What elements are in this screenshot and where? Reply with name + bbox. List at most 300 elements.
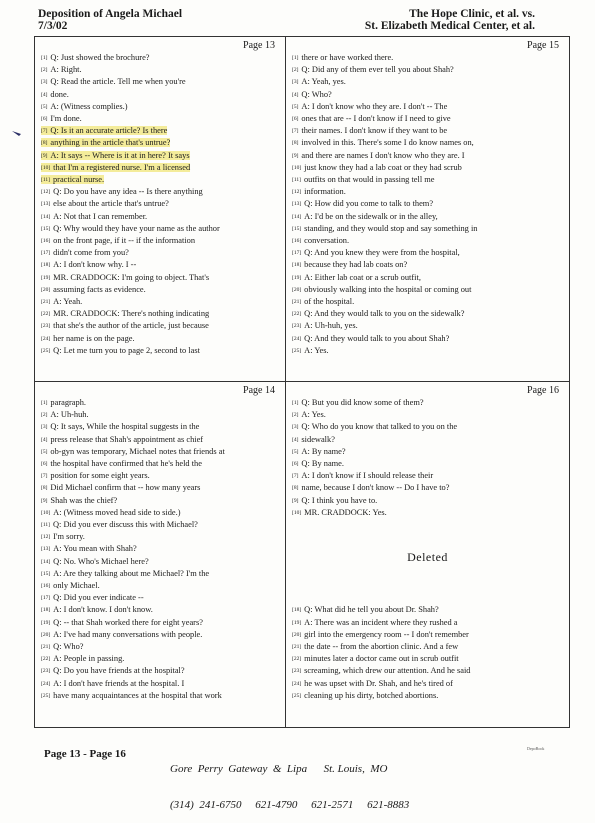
line-text: Q: Who? — [301, 89, 332, 99]
line-number: [11] — [41, 522, 50, 529]
line-text: Q: Do you have friends at the hospital? — [53, 666, 185, 676]
transcript-line — [292, 76, 566, 88]
transcript-line — [292, 446, 566, 458]
transcript-line — [41, 150, 282, 162]
line-text: paragraph. — [50, 398, 86, 407]
transcript-line — [41, 113, 282, 125]
transcript-line — [41, 397, 282, 409]
line-text: because they had lab coats on? — [304, 260, 408, 270]
line-number: [17] — [292, 250, 302, 257]
line-text: ones that are -- I don't know if I need to give — [301, 114, 451, 124]
transcript-line — [292, 125, 566, 137]
line-number: [22] — [41, 656, 51, 663]
transcript-line — [41, 296, 282, 308]
transcript-line-content — [41, 496, 117, 505]
transcript-line — [41, 76, 282, 88]
transcript-line — [292, 641, 566, 653]
transcript-line — [41, 333, 282, 345]
transcript-line — [292, 519, 566, 531]
line-text: A: (Witness complies.) — [50, 101, 128, 111]
transcript-line-content — [292, 212, 438, 221]
line-text: press release that Shah's appointment as chief — [50, 434, 204, 444]
line-text: A: Not that I can remember. — [53, 211, 148, 221]
line-number: [2] — [292, 67, 299, 74]
line-number: [13] — [292, 201, 302, 208]
line-number: [9] — [292, 497, 299, 504]
transcript-line — [292, 421, 566, 433]
line-number: [7] — [292, 128, 299, 135]
line-text: A: Uh-huh, yes. — [304, 321, 358, 331]
line-number: [8] — [292, 485, 299, 492]
transcript-line — [292, 470, 566, 482]
transcript-line-content — [292, 532, 295, 541]
line-number: [25] — [41, 347, 51, 354]
transcript-line — [41, 678, 282, 690]
line-text: girl into the emergency room -- I don't remember — [304, 629, 469, 639]
transcript-line-content — [41, 260, 136, 269]
transcript-line — [292, 296, 566, 308]
line-number: [3] — [41, 424, 48, 431]
transcript-line-content — [292, 77, 346, 86]
transcript-line — [41, 446, 282, 458]
transcript-line — [41, 482, 282, 494]
line-text: A: Either lab coat or a scrub outfit, — [304, 272, 421, 282]
transcript-line-content — [41, 334, 135, 343]
line-number: [14] — [41, 558, 51, 565]
transcript-line — [41, 64, 282, 76]
line-text: name, because I don't know -- Do I have to? — [301, 483, 450, 493]
line-number: [15] — [41, 225, 51, 232]
line-number: [10] — [292, 164, 302, 171]
line-number: [13] — [41, 201, 51, 208]
line-number: [11] — [292, 177, 301, 184]
line-text: of the hospital. — [304, 297, 355, 307]
transcript-line — [292, 397, 566, 409]
transcript-line — [41, 604, 282, 616]
line-number: [14] — [41, 213, 51, 220]
line-number: [4] — [292, 91, 299, 98]
transcript-line — [292, 150, 566, 162]
transcript-line-content — [292, 321, 358, 330]
line-number: [23] — [41, 668, 51, 675]
line-text: Q: Do you have any idea -- Is there anything — [53, 187, 203, 197]
line-text: assuming facts as evidence. — [53, 284, 146, 294]
line-text: A: Uh-huh. — [50, 410, 89, 420]
line-number: [16] — [292, 238, 302, 245]
transcript-line-content — [41, 422, 199, 431]
transcript-line — [292, 653, 566, 665]
line-number: [20] — [292, 631, 302, 638]
line-number: [4] — [292, 436, 299, 443]
line-number: [14] — [292, 213, 302, 220]
transcript-line — [41, 345, 282, 357]
transcript-line-content — [292, 346, 329, 355]
line-text: else about the article that's untrue? — [53, 199, 169, 209]
transcript-line-content — [292, 593, 295, 602]
page-range: Page 13 - Page 16 — [44, 748, 126, 760]
line-text: Q: -- that Shah worked there for eight years? — [53, 617, 203, 627]
transcript-line-content — [41, 459, 202, 468]
line-text: screaming, which drew our attention. And he said — [304, 666, 471, 676]
transcript-line — [292, 568, 566, 580]
line-text: standing, and they would stop and say something in — [304, 223, 478, 233]
line-text: and there are names I don't know who they are. I — [301, 150, 465, 160]
transcript-lines — [292, 52, 566, 357]
line-text: their names. I don't know if they want to be — [301, 126, 448, 136]
transcript-line — [41, 665, 282, 677]
transcript-line — [41, 272, 282, 284]
line-text: only Michael. — [53, 581, 100, 591]
case-caption-line-1: The Hope Clinic, et al. vs. — [409, 8, 535, 20]
transcript-line-content — [41, 163, 190, 172]
transcript-line-content — [41, 273, 209, 282]
line-number: [17] — [41, 595, 51, 602]
line-text: Q: It says, While the hospital suggests in the — [50, 422, 200, 432]
line-number: [2] — [41, 67, 48, 74]
transcript-line-content — [292, 65, 454, 74]
transcript-line-content — [292, 691, 438, 700]
line-text: Q: Read the article. Tell me when you're — [50, 77, 186, 87]
line-text: the hospital have confirmed that he's held the — [50, 459, 202, 469]
transcript-line-content — [41, 630, 202, 639]
line-text: Did Michael confirm that -- how many years — [50, 483, 201, 493]
line-number: [19] — [41, 619, 51, 626]
line-number: [18] — [41, 607, 51, 614]
line-text: A: I don't know if I should release their — [301, 471, 434, 481]
line-number: [25] — [292, 347, 302, 354]
transcript-line — [292, 198, 566, 210]
transcript-line — [41, 641, 282, 653]
transcript-line — [41, 211, 282, 223]
transcript-line — [41, 101, 282, 113]
line-text: A: There was an incident where they rushed a — [304, 617, 458, 627]
line-number: [22] — [292, 311, 302, 318]
transcript-line-content — [41, 593, 144, 602]
line-text: A: Yes. — [301, 410, 326, 420]
transcript-line — [292, 333, 566, 345]
transcript-line-content — [292, 102, 447, 111]
line-text: ob-gyn was temporary, Michael notes that friends at — [50, 446, 225, 456]
transcript-line — [292, 259, 566, 271]
reporter-phones: (314) 241-6750 621-4790 621-2571 621-8883 — [170, 799, 410, 811]
line-text: A: You mean with Shah? — [53, 544, 137, 554]
line-number: [1] — [41, 400, 48, 406]
transcript-line-content — [41, 102, 128, 111]
line-text: A: I'd be on the sidewalk or in the alley, — [304, 211, 438, 221]
transcript-line — [292, 284, 566, 296]
page-number: Page 16 — [527, 385, 559, 396]
transcript-line — [292, 345, 566, 357]
transcript-line — [292, 101, 566, 113]
line-number: [1] — [41, 55, 48, 61]
transcript-line-content — [292, 334, 449, 343]
line-text: cleaning up his dirty, botched abortions. — [304, 690, 439, 700]
transcript-line — [41, 543, 282, 555]
transcript-line-content — [292, 520, 295, 529]
transcript-line — [41, 235, 282, 247]
line-number: [5] — [292, 103, 299, 110]
page-number: Page 13 — [243, 40, 275, 51]
transcript-line — [292, 482, 566, 494]
line-number: [9] — [41, 497, 48, 504]
transcript-line-content — [41, 346, 200, 355]
line-number: [18] — [41, 262, 51, 269]
line-text: I'm sorry. — [53, 532, 85, 542]
line-text: Q: Is it an accurate article? Is there — [50, 126, 168, 136]
line-text: Q: Who do you know that talked to you on the — [301, 422, 458, 432]
transcript-line — [41, 434, 282, 446]
transcript-line — [292, 162, 566, 174]
transcript-line-content — [41, 309, 209, 318]
line-number: [15] — [292, 225, 302, 232]
transcript-line-content — [292, 642, 458, 651]
transcript-line-content — [41, 435, 203, 444]
deposition-title: Deposition of Angela Michael — [38, 8, 183, 20]
line-text: A: (Witness moved head side to side.) — [53, 507, 181, 517]
transcript-line — [41, 125, 282, 137]
transcript-line — [292, 678, 566, 690]
line-number: [3] — [292, 424, 299, 431]
transcript-line-content — [41, 114, 82, 123]
transcript-line — [41, 247, 282, 259]
transcript-line-content — [292, 410, 326, 419]
line-number: [24] — [292, 335, 302, 342]
line-text: that she's the author of the article, just because — [53, 321, 209, 331]
transcript-line — [41, 186, 282, 198]
transcript-line-content — [292, 273, 421, 282]
transcript-lines — [41, 52, 282, 357]
line-text: Q: And they would talk to you about Shah? — [304, 333, 450, 343]
transcript-line — [292, 52, 566, 64]
line-text: Q: By name. — [301, 459, 344, 469]
line-text: didn't come from you? — [53, 248, 129, 258]
transcript-line — [41, 409, 282, 421]
transcript-line — [41, 690, 282, 702]
depobook-stamp: DepoBook — [527, 746, 545, 751]
line-text: practical nurse. — [52, 175, 105, 185]
line-text: A: I don't have friends at the hospital. I — [53, 678, 185, 688]
transcript-line-content — [292, 187, 346, 196]
transcript-line — [292, 434, 566, 446]
line-text: information. — [304, 187, 346, 197]
transcript-line — [292, 531, 566, 543]
line-number: [10] — [292, 509, 302, 516]
transcript-line-content — [41, 224, 220, 233]
transcript-line-content — [292, 90, 332, 99]
transcript-line — [292, 137, 566, 149]
line-text: A: By name? — [301, 446, 346, 456]
reporter-firm: Gore Perry Gateway & Lipa St. Louis, MO — [170, 763, 388, 775]
transcript-line-content — [41, 544, 137, 553]
transcript-line-content — [41, 410, 89, 419]
transcript-line-content — [41, 175, 104, 184]
line-number: [11] — [41, 177, 50, 184]
transcript-line — [292, 247, 566, 259]
line-text: MR. CRADDOCK: There's nothing indicating — [53, 309, 210, 319]
line-text: sidewalk? — [301, 434, 335, 444]
line-number: [6] — [292, 461, 299, 468]
line-text: Q: Just showed the brochure? — [50, 53, 150, 62]
line-number: [21] — [292, 299, 302, 306]
line-text: that I'm a registered nurse. I'm a licensed — [53, 162, 191, 172]
line-text: A: Are they talking about me Michael? I'm the — [53, 568, 210, 578]
line-number: [19] — [292, 619, 302, 626]
line-text: the date -- from the abortion clinic. And a few — [304, 642, 459, 652]
transcript-line-content — [41, 642, 84, 651]
line-text: A: Right. — [50, 65, 82, 75]
line-text: A: I don't know who they are. I don't -- The — [301, 101, 448, 111]
line-text: A: I don't know. I don't know. — [53, 605, 153, 615]
line-number: [19] — [41, 274, 51, 281]
transcript-line-content — [292, 679, 453, 688]
transcript-line-content — [41, 199, 169, 208]
line-text: Q: Did you ever discuss this with Michael? — [52, 520, 198, 530]
line-number: [7] — [41, 128, 48, 135]
transcript-line — [41, 458, 282, 470]
line-number: [12] — [41, 534, 51, 541]
transcript-line — [292, 64, 566, 76]
deleted-notice: Deleted — [407, 550, 448, 564]
line-number: [22] — [41, 311, 51, 318]
transcript-line-content — [41, 471, 150, 480]
transcript-line-content — [41, 248, 129, 257]
transcript-line-content — [41, 187, 203, 196]
transcript-line — [292, 223, 566, 235]
transcript-line-content — [292, 224, 477, 233]
transcript-line — [41, 162, 282, 174]
transcript-line — [41, 531, 282, 543]
transcript-line-content — [41, 605, 153, 614]
transcript-line-content — [41, 691, 222, 700]
transcript-line-content — [41, 285, 146, 294]
transcript-line-content — [292, 151, 465, 160]
transcript-line — [41, 259, 282, 271]
case-caption-line-2: St. Elizabeth Medical Center, et al. — [364, 20, 535, 32]
transcript-line-content — [292, 138, 474, 147]
transcript-line — [292, 665, 566, 677]
transcript-line-content — [292, 618, 458, 627]
line-text: I'm done. — [50, 114, 82, 124]
transcript-line-content — [292, 508, 387, 517]
transcript-line — [292, 592, 566, 604]
line-text: on the front page, if it -- if the information — [53, 236, 196, 246]
line-number: [6] — [41, 116, 48, 123]
line-text: there or have worked there. — [301, 53, 394, 62]
margin-arrow-icon — [12, 130, 24, 136]
line-number: [3] — [41, 79, 48, 86]
transcript-line — [292, 272, 566, 284]
transcript-line — [41, 223, 282, 235]
line-number: [22] — [292, 656, 302, 663]
line-text: Q: Who? — [53, 642, 84, 652]
transcript-line — [41, 592, 282, 604]
transcript-line-content — [41, 679, 184, 688]
transcript-line — [292, 617, 566, 629]
line-number: [18] — [292, 262, 302, 269]
line-number: [12] — [292, 189, 302, 196]
transcript-line — [292, 507, 566, 519]
transcript-line-content — [41, 321, 209, 330]
transcript-line — [292, 211, 566, 223]
transcript-line-content — [292, 422, 457, 431]
transcript-line — [41, 89, 282, 101]
line-number: [7] — [41, 473, 48, 480]
transcript-line — [41, 470, 282, 482]
line-number: [21] — [292, 644, 302, 651]
transcript-line — [292, 409, 566, 421]
line-number: [6] — [292, 116, 299, 123]
line-text: MR. CRADDOCK: I'm going to object. That's — [53, 272, 210, 282]
line-number: [9] — [41, 152, 48, 159]
transcript-line-content — [41, 138, 170, 147]
transcript-line-content — [292, 297, 354, 306]
transcript-line — [41, 320, 282, 332]
transcript-line — [292, 629, 566, 641]
transcript-line — [41, 137, 282, 149]
line-number: [24] — [292, 680, 302, 687]
line-number: [7] — [292, 473, 299, 480]
transcript-line-content — [41, 581, 100, 590]
transcript-line-content — [41, 126, 167, 135]
line-text: outfits on that would in passing tell me — [303, 175, 435, 185]
line-text: anything in the article that's untrue? — [50, 138, 171, 148]
line-number: [15] — [41, 570, 51, 577]
line-text: A: It says -- Where is it at in here? It says — [50, 150, 190, 160]
line-number: [20] — [292, 286, 302, 293]
line-number: [5] — [292, 448, 299, 455]
transcript-line-content — [292, 630, 469, 639]
transcript-line-content — [41, 297, 82, 306]
line-number: [8] — [41, 485, 48, 492]
transcript-line-content — [292, 236, 349, 245]
transcript-line-content — [41, 569, 209, 578]
transcript-page-13 — [35, 37, 285, 381]
line-number: [20] — [41, 286, 51, 293]
transcript-line-content — [292, 666, 470, 675]
transcript-line-content — [292, 126, 447, 135]
transcript-line — [41, 568, 282, 580]
transcript-line — [41, 198, 282, 210]
line-number: [13] — [41, 546, 51, 553]
line-number: [16] — [41, 238, 51, 245]
transcript-line — [41, 617, 282, 629]
transcript-line — [292, 604, 566, 616]
transcript-line — [41, 519, 282, 531]
line-number: [8] — [41, 140, 48, 147]
line-text: Q: And you knew they were from the hospital, — [304, 248, 460, 258]
line-text: minutes later a doctor came out in scrub outfit — [304, 654, 459, 664]
case-caption — [365, 8, 535, 32]
line-text: A: Yeah, yes. — [301, 77, 346, 87]
line-number: [18] — [292, 607, 302, 614]
line-text: Q: Let me turn you to page 2, second to last — [53, 345, 200, 355]
transcript-line — [41, 495, 282, 507]
transcript-line — [292, 690, 566, 702]
line-text: Q: Did you ever indicate -- — [53, 593, 144, 603]
transcript-line — [292, 580, 566, 592]
transcript-line-content — [41, 151, 190, 160]
transcript-line — [292, 495, 566, 507]
line-number: [23] — [292, 323, 302, 330]
transcript-line-content — [41, 654, 124, 663]
transcript-line — [292, 89, 566, 101]
transcript-line-content — [292, 199, 433, 208]
line-number: [20] — [41, 631, 51, 638]
line-number: [10] — [41, 164, 51, 171]
transcript-line-content — [292, 175, 434, 184]
line-text: involved in this. There's some I do know names on, — [301, 138, 474, 148]
line-number: [5] — [41, 448, 48, 455]
